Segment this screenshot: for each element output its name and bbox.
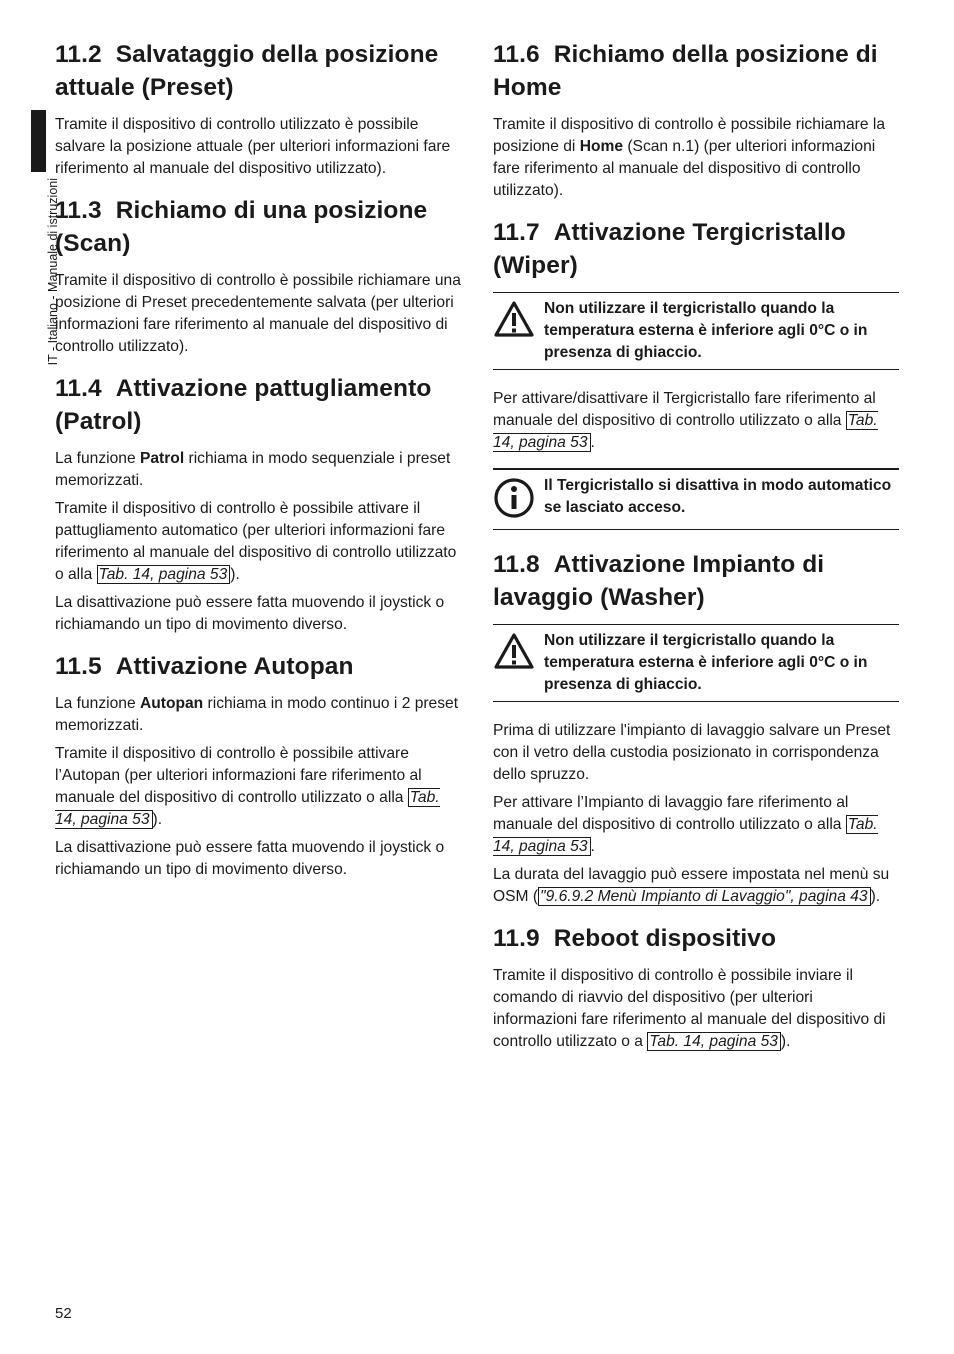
warning-triangle-icon <box>493 630 537 675</box>
paragraph: Tramite il dispositivo di controllo è possibile attivare l’Autopan (per ulteriori informazioni fare riferimento al manuale del dispositivo di controllo utilizzato o alla Tab. 14, pagina 53 ). <box>55 745 440 828</box>
warning-note <box>493 292 899 370</box>
table-reference-link[interactable]: Tab. 14, pagina 53 <box>493 412 878 451</box>
warning-text: Non utilizzare il tergicristallo quando la temperatura esterna è inferiore agli 0°C o in presenza di ghiaccio. <box>544 300 868 361</box>
left-column <box>55 38 461 895</box>
page-number: 52 <box>55 1305 72 1322</box>
section-heading: 11.7 Attivazione Tergicristallo (Wiper) <box>493 219 846 279</box>
paragraph: Tramite il dispositivo di controllo è possibile richiamare la posizione di Home (Scan n.1) (per ulteriori informazioni fare riferimento al manuale del dispositivo di controllo utilizzato). <box>493 116 886 199</box>
paragraph: La disattivazione può essere fatta muovendo il joystick o richiamando un tipo di movimento diverso. <box>55 839 445 878</box>
paragraph: Tramite il dispositivo di controllo è possibile attivare il pattugliamento automatico (per ulteriori informazioni fare riferimento al manuale del dispositivo di controllo utilizzato o alla Tab. 14, pagina 53 ). <box>55 500 457 583</box>
paragraph: Prima di utilizzare l'impianto di lavaggio salvare un Preset con il vetro della custodia posizionato in corrispondenza dello spruzzo. <box>493 722 891 783</box>
table-reference-link[interactable]: Tab. 14, pagina 53 <box>647 1032 781 1051</box>
right-column <box>493 38 899 1067</box>
paragraph: Tramite il dispositivo di controllo è possibile inviare il comando di riavvio del dispositivo (per ulteriori informazioni fare riferimento al manuale del dispositivo di controllo utilizzato o a Tab. 14, pagina 53 ). <box>493 967 886 1050</box>
section-11-3 <box>55 194 461 358</box>
sidebar-tab-marker <box>31 110 46 172</box>
paragraph: Tramite il dispositivo di controllo utilizzato è possibile salvare la posizione attuale (per ulteriori informazioni fare riferimento al manuale del dispositivo utilizzato). <box>55 116 451 177</box>
warning-triangle-icon <box>493 298 537 343</box>
table-reference-link[interactable]: Tab. 14, pagina 53 <box>97 565 231 584</box>
section-11-6 <box>493 38 899 202</box>
table-reference-link[interactable]: Tab. 14, pagina 53 <box>493 816 878 855</box>
section-11-5 <box>55 650 461 881</box>
paragraph: La funzione Patrol richiama in modo sequenziale i preset memorizzati. <box>55 450 451 489</box>
section-heading: 11.3 Richiamo di una posizione (Scan) <box>55 197 428 257</box>
info-text: Il Tergicristallo si disattiva in modo automatico se lasciato acceso. <box>544 477 892 516</box>
section-11-8 <box>493 548 899 908</box>
section-heading: 11.6 Richiamo della posizione di Home <box>493 41 878 101</box>
paragraph: La disattivazione può essere fatta muovendo il joystick o richiamando un tipo di movimento diverso. <box>55 594 445 633</box>
sidebar-label: IT - Italiano - Manuale di istruzioni <box>46 178 60 366</box>
section-11-7 <box>493 216 899 530</box>
section-11-9 <box>493 922 899 1053</box>
menu-reference-link[interactable]: "9.6.9.2 Menù Impianto di Lavaggio", pagina 43 <box>538 887 871 906</box>
section-heading: 11.9 Reboot dispositivo <box>493 925 777 952</box>
paragraph: La funzione Autopan richiama in modo continuo i 2 preset memorizzati. <box>55 695 459 734</box>
info-circle-icon <box>493 475 537 524</box>
section-heading: 11.8 Attivazione Impianto di lavaggio (Washer) <box>493 551 825 611</box>
warning-note <box>493 624 899 702</box>
section-11-2 <box>55 38 461 180</box>
info-note <box>493 468 899 530</box>
paragraph: La durata del lavaggio può essere impostata nel menù su OSM ( "9.6.9.2 Menù Impianto di Lavaggio", pagina 43 ). <box>493 866 890 905</box>
paragraph: Tramite il dispositivo di controllo è possibile richiamare una posizione di Preset precedentemente salvata (per ulteriori informazioni fare riferimento al manuale del dispositivo di controllo utilizzato). <box>55 272 461 355</box>
section-heading: 11.4 Attivazione pattugliamento (Patrol) <box>55 375 432 435</box>
paragraph: Per attivare l’Impianto di lavaggio fare riferimento al manuale del dispositivo di controllo utilizzato o alla Tab. 14, pagina 53 . <box>493 794 878 855</box>
warning-text: Non utilizzare il tergicristallo quando la temperatura esterna è inferiore agli 0°C o in presenza di ghiaccio. <box>544 632 868 693</box>
table-reference-link[interactable]: Tab. 14, pagina 53 <box>55 789 440 828</box>
section-heading: 11.5 Attivazione Autopan <box>55 653 354 680</box>
section-11-4 <box>55 372 461 636</box>
section-heading: 11.2 Salvataggio della posizione attuale (Preset) <box>55 41 439 101</box>
paragraph: Per attivare/disattivare il Tergicristallo fare riferimento al manuale del dispositivo di controllo utilizzato o alla Tab. 14, pagina 53 . <box>493 390 878 451</box>
